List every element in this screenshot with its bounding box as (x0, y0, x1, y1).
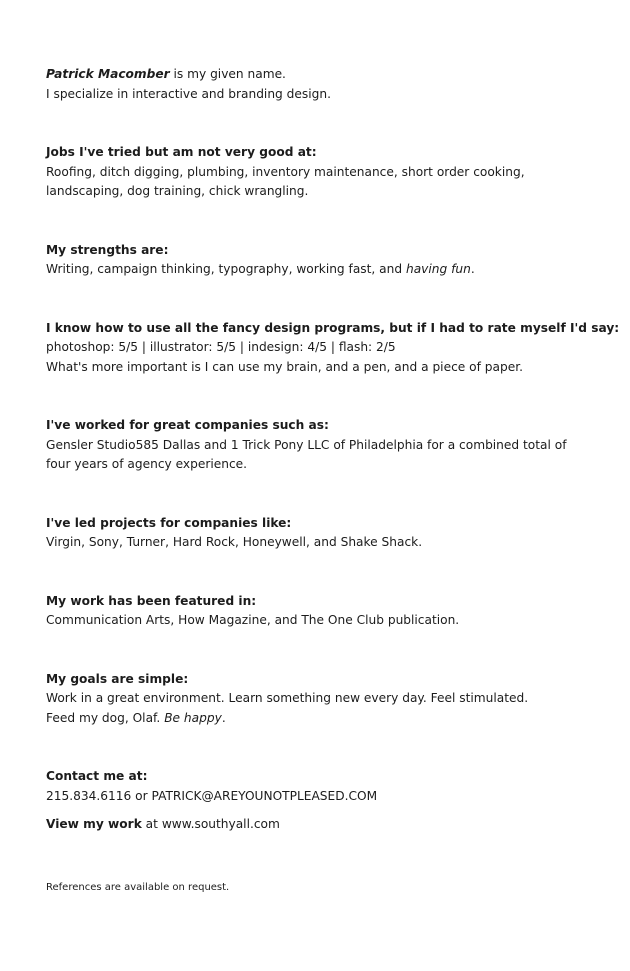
goals-emphasis: Be happy (164, 710, 222, 725)
contact-phone[interactable]: 215.834.6116 (46, 788, 132, 803)
featured-heading: My work has been featured in: (46, 593, 257, 608)
references-note: References are available on request. (46, 882, 230, 893)
view-work-label: View my work (46, 817, 142, 831)
featured-text: Communication Arts, How Magazine, and The One Club publication. (46, 613, 460, 627)
strengths-emphasis: having fun (405, 262, 471, 276)
companies-line-1: Gensler Studio585 Dallas and 1 Trick Pony LLC of Philadelphia for a combined total of (46, 437, 567, 452)
jobs-section (46, 143, 606, 202)
contact-email[interactable]: PATRICK@AREYOUNOTPLEASED.COM (151, 788, 378, 803)
strengths-section (46, 241, 606, 280)
companies-line-2: four years of agency experience. (46, 457, 248, 471)
companies-section (46, 416, 606, 475)
jobs-line-2: landscaping, dog training, chick wrangling. (46, 184, 309, 198)
intro-line-2: I specialize in interactive and branding design. (46, 86, 331, 101)
projects-section (46, 514, 606, 553)
resume-body (46, 65, 620, 835)
goals-heading: My goals are simple: (46, 671, 189, 686)
projects-text: Virgin, Sony, Turner, Hard Rock, Honeywell, and Shake Shack. (46, 535, 423, 549)
goals-line-2 (46, 709, 606, 729)
jobs-heading: Jobs I've tried but am not very good at: (46, 145, 317, 159)
companies-heading: I've worked for great companies such as: (46, 418, 329, 432)
goals-line-2-start: Feed my dog, Olaf. (46, 710, 165, 725)
strengths-text (46, 260, 606, 280)
given-name-suffix: is my given name. (169, 67, 286, 81)
goals-section (46, 670, 606, 729)
goals-line-2-end: . (221, 710, 226, 725)
programs-note: What's more important is I can use my brain, and a pen, and a piece of paper. (46, 359, 523, 374)
given-name: Patrick Macomber (46, 67, 170, 81)
portfolio-link[interactable]: www.southyall.com (161, 817, 280, 831)
contact-section (46, 767, 606, 835)
view-work-line (46, 815, 606, 835)
strengths-end: . (470, 262, 475, 276)
contact-line (46, 787, 606, 807)
view-work-at: at (141, 817, 162, 831)
featured-section (46, 592, 606, 631)
contact-or: or (131, 788, 152, 803)
programs-heading: I know how to use all the fancy design programs, but if I had to rate myself I'd say: (46, 320, 620, 335)
programs-section (46, 319, 620, 378)
jobs-line-1: Roofing, ditch digging, plumbing, inventory maintenance, short order cooking, (46, 164, 525, 179)
projects-heading: I've led projects for companies like: (46, 515, 292, 530)
strengths-heading: My strengths are: (46, 242, 169, 257)
intro-line-1 (46, 65, 606, 85)
goals-line-1: Work in a great environment. Learn something new every day. Feel stimulated. (46, 691, 529, 705)
programs-ratings: photoshop: 5/5 | illustrator: 5/5 | indesign: 4/5 | flash: 2/5 (46, 340, 396, 354)
strengths-list: Writing, campaign thinking, typography, working fast, and (46, 262, 406, 276)
intro-section (46, 65, 606, 104)
contact-heading: Contact me at: (46, 769, 148, 783)
